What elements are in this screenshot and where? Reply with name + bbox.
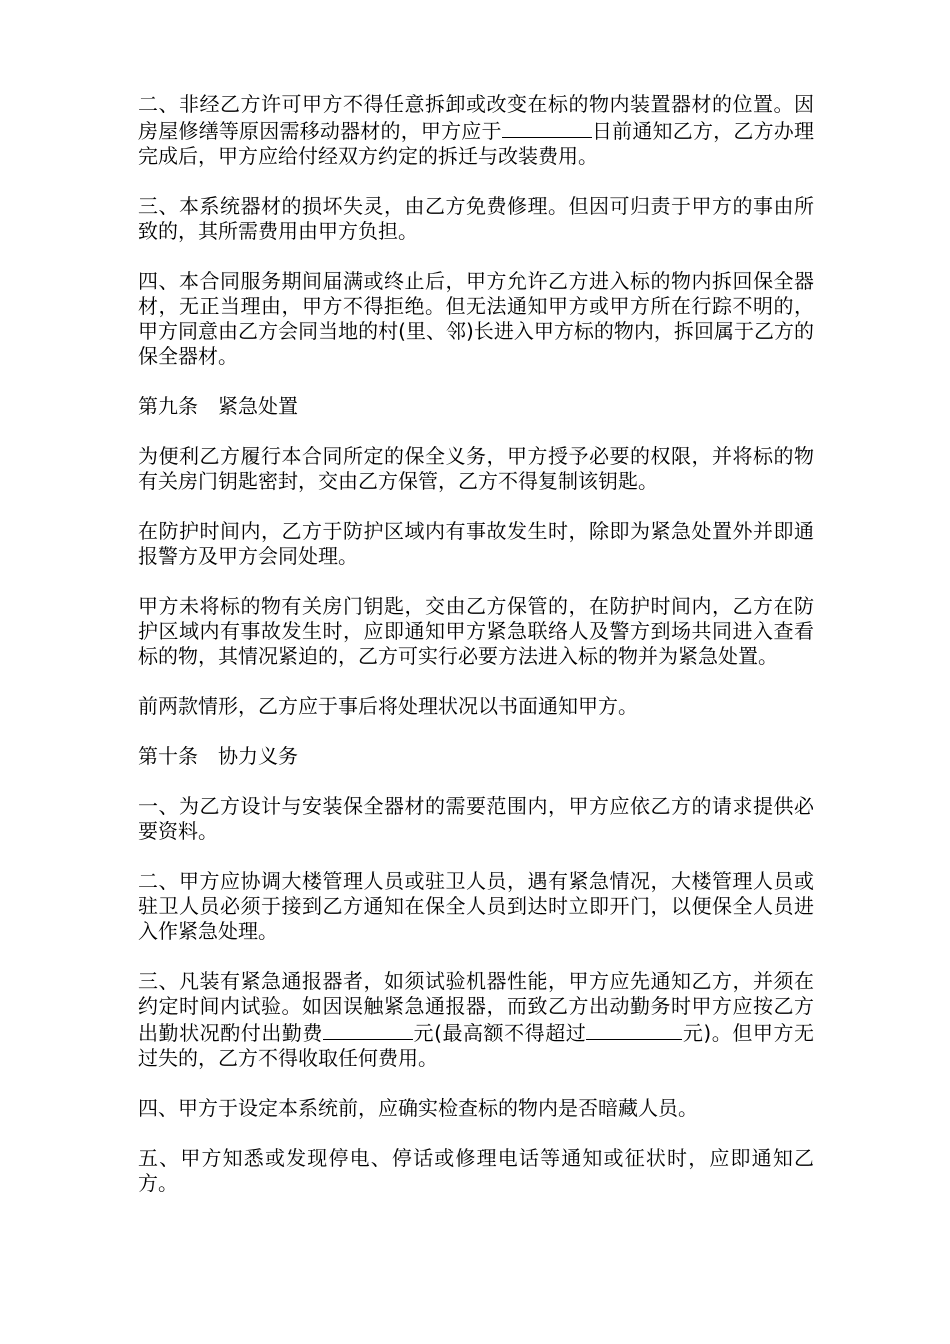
clause-8-item-2 <box>138 92 814 169</box>
clause-8-item-4: 四、本合同服务期间届满或终止后，甲方允许乙方进入标的物内拆回保全器材，无正当理由，甲方不得拒绝。但无法通知甲方或甲方所在行踪不明的，甲方同意由乙方会同当地的村(里、邻)长进入甲方标的物内，拆回属于乙方的保全器材。 <box>138 269 814 368</box>
clause-10-item-3 <box>138 969 814 1071</box>
clause-10-item-3-text-b: 元(最高额不得超过 <box>412 1021 587 1045</box>
blank-fee-field <box>323 1019 413 1040</box>
clause-10-item-3-text-c: 元)。但甲方无过失的，乙方不得收取任何费用。 <box>138 1021 815 1070</box>
blank-max-fee-field-part-2 <box>628 1019 682 1040</box>
blank-max-fee-field-part-1 <box>586 1019 628 1040</box>
clause-10-item-4: 四、甲方于设定本系统前，应确实检查标的物内是否暗藏人员。 <box>138 1096 698 1120</box>
clause-10-item-3-text-a: 三、凡装有紧急通报器者，如须试验机器性能，甲方应先通知乙方，并须在约定时间内试验。如因误触紧急通报器，而致乙方出动勤务时甲方应按乙方出勤状况酌付出勤费 <box>138 969 814 1045</box>
clause-10-item-5: 五、甲方知悉或发现停电、停话或修理电话等通知或征状时，应即通知乙方。 <box>138 1146 814 1195</box>
clause-9-heading: 第九条 紧急处置 <box>138 394 298 418</box>
clause-8-item-2-text-a: 二、非经乙方许可甲方不得任意拆卸或改变在标的物内装置器材的位置。因房屋修缮等原因需移动器材的，甲方应于 <box>138 92 814 143</box>
clause-9-para-2: 在防护时间内，乙方于防护区域内有事故发生时，除即为紧急处置外并即通报警方及甲方会同处理。 <box>138 519 814 568</box>
clause-8-item-3: 三、本系统器材的损坏失灵，由乙方免费修理。但因可归责于甲方的事由所致的，其所需费用由甲方负担。 <box>138 194 814 243</box>
blank-date-field <box>502 117 592 138</box>
clause-10-item-1: 一、为乙方设计与安装保全器材的需要范围内，甲方应依乙方的请求提供必要资料。 <box>138 794 814 843</box>
document-page <box>138 92 814 1221</box>
clause-10-item-2: 二、甲方应协调大楼管理人员或驻卫人员，遇有紧急情况，大楼管理人员或驻卫人员必须于接到乙方通知在保全人员到达时立即开门，以便保全人员进入作紧急处理。 <box>138 869 814 943</box>
clause-9-para-3: 甲方未将标的物有关房门钥匙，交由乙方保管的，在防护时间内，乙方在防护区域内有事故发生时，应即通知甲方紧急联络人及警方到场共同进入查看标的物，其情况紧迫的，乙方可实行必要方法进入标的物并为紧急处置。 <box>138 594 814 668</box>
clause-10-heading: 第十条 协力义务 <box>138 744 298 768</box>
clause-9-para-4: 前两款情形，乙方应于事后将处理状况以书面通知甲方。 <box>138 694 638 718</box>
clause-9-para-1: 为便利乙方履行本合同所定的保全义务，甲方授予必要的权限，并将标的物有关房门钥匙密封，交由乙方保管，乙方不得复制该钥匙。 <box>138 444 814 493</box>
clause-8-item-2-text-b: 日前通知乙方，乙方办理完成后，甲方应给付经双方约定的拆迁与改装费用。 <box>138 119 815 168</box>
